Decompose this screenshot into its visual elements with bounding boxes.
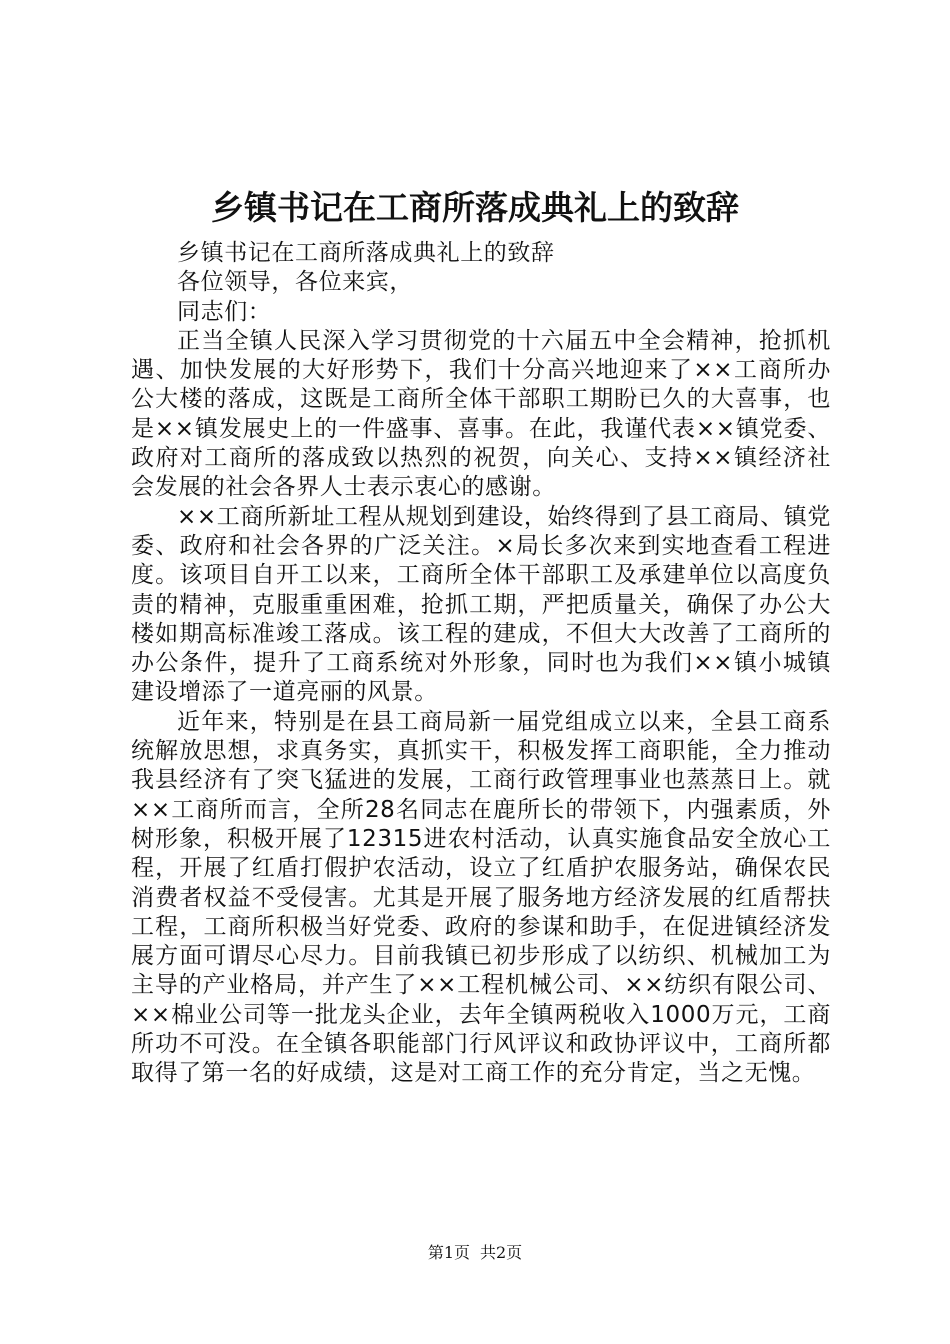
page-total: 共2页 xyxy=(480,1243,523,1262)
paragraph-2: ××工商所新址工程从规划到建设，始终得到了县工商局、镇党委、政府和社会各界的广泛关注。×局长多次来到实地查看工程进度。该项目自开工以来，工商所全体干部职工及承建单位以高度负责的精神，克服重重困难，抢抓工期，严把质量关，确保了办公大楼如期高标准竣工落成。该工程的建成，不但大大改善了工商所的办公条件，提升了工商系统对外形象，同时也为我们××镇小城镇建设增添了一道亮丽的风景。 xyxy=(131,503,831,706)
document-title: 乡镇书记在工商所落成典礼上的致辞 xyxy=(211,188,739,227)
paragraph-1: 正当全镇人民深入学习贯彻党的十六届五中全会精神，抢抓机遇、加快发展的大好形势下，我们十分高兴地迎来了××工商所办公大楼的落成，这既是工商所全体干部职工期盼已久的大喜事，也是××镇发展史上的一件盛事、喜事。在此，我谨代表××镇党委、政府对工商所的落成致以热烈的祝贺，向关心、支持××镇经济社会发展的社会各界人士表示衷心的感谢。 xyxy=(131,327,831,501)
paragraph-3: 近年来，特别是在县工商局新一届党组成立以来，全县工商系统解放思想，求真务实，真抓实干，积极发挥工商职能，全力推动我县经济有了突飞猛进的发展，工商行政管理事业也蒸蒸日上。就××工商所而言，全所28名同志在鹿所长的带领下，内强素质，外树形象，积极开展了12315进农村活动，认真实施食品安全放心工程，开展了红盾打假护农活动，设立了红盾护农服务站，确保农民消费者权益不受侵害。尤其是开展了服务地方经济发展的红盾帮扶工程，工商所积极当好党委、政府的参谋和助手，在促进镇经济发展方面可谓尽心尽力。目前我镇已初步形成了以纺织、机械加工为主导的产业格局，并产生了××工程机械公司、××纺织有限公司、××棉业公司等一批龙头企业，去年全镇两税收入1000万元，工商所功不可没。在全镇各职能部门行风评议和政协评议中，工商所都取得了第一名的好成绩，这是对工商工作的充分肯定，当之无愧。 xyxy=(131,708,831,1087)
body-title-line: 乡镇书记在工商所落成典礼上的致辞 xyxy=(177,240,555,266)
salutation-line-1: 各位领导，各位来宾， xyxy=(177,269,413,296)
page-number: 第1页 xyxy=(427,1243,470,1262)
salutation-line-2: 同志们： xyxy=(177,298,272,325)
document-body xyxy=(131,239,831,1089)
page-footer xyxy=(0,1243,950,1263)
